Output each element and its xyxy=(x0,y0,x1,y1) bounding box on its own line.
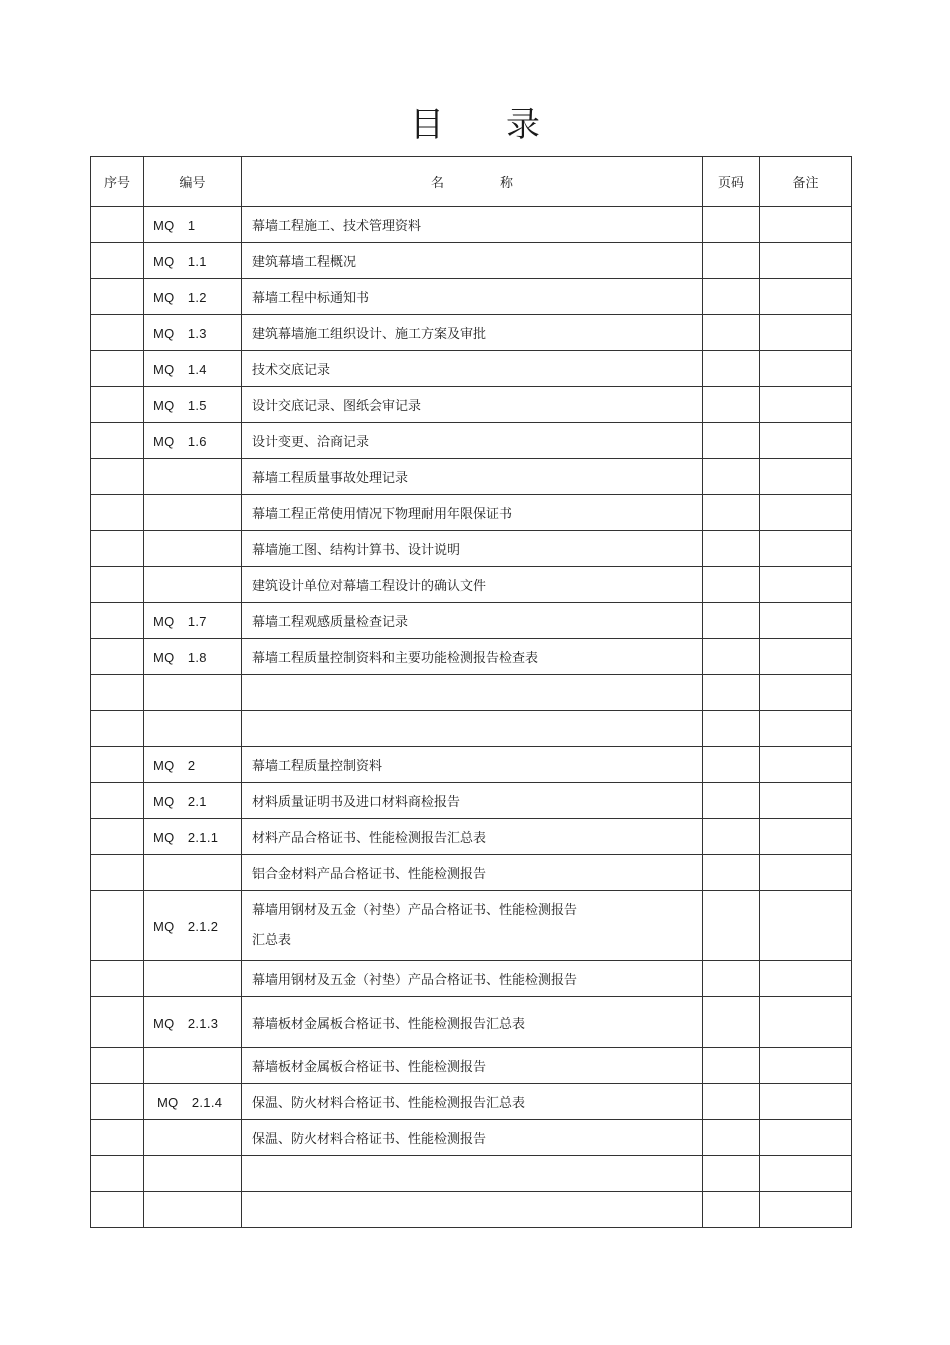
remark-cell xyxy=(760,387,852,423)
page-cell xyxy=(703,747,760,783)
table-row xyxy=(91,783,852,819)
page-cell xyxy=(703,315,760,351)
remark-cell xyxy=(760,997,852,1048)
code-cell: MQ 2.1 xyxy=(144,783,242,819)
page-cell xyxy=(703,279,760,315)
code-cell: MQ 1.8 xyxy=(144,639,242,675)
remark-cell xyxy=(760,495,852,531)
name-cell: 铝合金材料产品合格证书、性能检测报告 xyxy=(242,855,703,891)
table-row xyxy=(91,747,852,783)
title-char-2: 录 xyxy=(506,105,540,145)
code-cell: MQ 1.2 xyxy=(144,279,242,315)
table-row xyxy=(91,351,852,387)
remark-cell xyxy=(760,819,852,855)
name-cell: 保温、防火材料合格证书、性能检测报告汇总表 xyxy=(242,1084,703,1120)
page-cell xyxy=(703,819,760,855)
code-cell xyxy=(144,1192,242,1228)
toc-table xyxy=(90,156,852,1228)
header-row xyxy=(91,157,852,207)
table-row xyxy=(91,315,852,351)
code-cell xyxy=(144,531,242,567)
seq-cell xyxy=(91,279,144,315)
name-cell: 建筑设计单位对幕墙工程设计的确认文件 xyxy=(242,567,703,603)
name-cell: 材料产品合格证书、性能检测报告汇总表 xyxy=(242,819,703,855)
name-cell: 幕墙工程施工、技术管理资料 xyxy=(242,207,703,243)
name-cell: 幕墙施工图、结构计算书、设计说明 xyxy=(242,531,703,567)
name-cell: 技术交底记录 xyxy=(242,351,703,387)
page-cell xyxy=(703,997,760,1048)
table-row xyxy=(91,495,852,531)
header-name-a: 名 xyxy=(430,176,444,191)
page-cell xyxy=(703,1192,760,1228)
page-cell xyxy=(703,423,760,459)
remark-cell xyxy=(760,207,852,243)
page-cell xyxy=(703,1120,760,1156)
code-cell: MQ 2.1.3 xyxy=(144,997,242,1048)
title-char-1: 目 xyxy=(410,105,444,145)
page-cell xyxy=(703,207,760,243)
page-cell xyxy=(703,1156,760,1192)
name-cell: 材料质量证明书及进口材料商检报告 xyxy=(242,783,703,819)
name-cell: 设计变更、洽商记录 xyxy=(242,423,703,459)
code-cell xyxy=(144,1120,242,1156)
page-title xyxy=(0,100,950,150)
name-cell: 幕墙工程中标通知书 xyxy=(242,279,703,315)
table-row xyxy=(91,387,852,423)
name-cell: 保温、防火材料合格证书、性能检测报告 xyxy=(242,1120,703,1156)
name-cell: 幕墙工程质量事故处理记录 xyxy=(242,459,703,495)
code-cell xyxy=(144,459,242,495)
seq-cell xyxy=(91,567,144,603)
table-row xyxy=(91,855,852,891)
page-cell xyxy=(703,459,760,495)
code-cell: MQ 1.5 xyxy=(144,387,242,423)
code-cell xyxy=(144,1156,242,1192)
name-cell: 幕墙工程观感质量检查记录 xyxy=(242,603,703,639)
name-cell: 幕墙板材金属板合格证书、性能检测报告 xyxy=(242,1048,703,1084)
seq-cell xyxy=(91,891,144,961)
remark-cell xyxy=(760,783,852,819)
remark-cell xyxy=(760,961,852,997)
remark-cell xyxy=(760,567,852,603)
header-page: 页码 xyxy=(703,157,760,207)
table-row xyxy=(91,531,852,567)
code-cell xyxy=(144,567,242,603)
page-cell xyxy=(703,711,760,747)
page-cell xyxy=(703,567,760,603)
header-remark: 备注 xyxy=(760,157,852,207)
table-row xyxy=(91,207,852,243)
name-cell xyxy=(242,711,703,747)
code-cell xyxy=(144,1048,242,1084)
seq-cell xyxy=(91,1156,144,1192)
table-row xyxy=(91,961,852,997)
page-cell xyxy=(703,603,760,639)
table-row xyxy=(91,711,852,747)
remark-cell xyxy=(760,891,852,961)
table-row xyxy=(91,423,852,459)
code-cell xyxy=(144,961,242,997)
page-cell xyxy=(703,891,760,961)
seq-cell xyxy=(91,855,144,891)
code-cell: MQ 2.1.2 xyxy=(144,891,242,961)
seq-cell xyxy=(91,819,144,855)
header-code: 编号 xyxy=(144,157,242,207)
remark-cell xyxy=(760,1084,852,1120)
table-row xyxy=(91,997,852,1048)
seq-cell xyxy=(91,423,144,459)
remark-cell xyxy=(760,279,852,315)
code-cell: MQ 1.1 xyxy=(144,243,242,279)
name-cell: 设计交底记录、图纸会审记录 xyxy=(242,387,703,423)
name-cell: 幕墙用钢材及五金（衬垫）产品合格证书、性能检测报告 xyxy=(242,961,703,997)
seq-cell xyxy=(91,315,144,351)
seq-cell xyxy=(91,387,144,423)
remark-cell xyxy=(760,1048,852,1084)
table-row xyxy=(91,1048,852,1084)
table-row xyxy=(91,639,852,675)
table-row xyxy=(91,1192,852,1228)
table-row xyxy=(91,243,852,279)
table-row xyxy=(91,819,852,855)
name-cell: 幕墙板材金属板合格证书、性能检测报告汇总表 xyxy=(242,997,703,1048)
remark-cell xyxy=(760,639,852,675)
seq-cell xyxy=(91,351,144,387)
code-cell: MQ 1.3 xyxy=(144,315,242,351)
page-cell xyxy=(703,639,760,675)
remark-cell xyxy=(760,315,852,351)
seq-cell xyxy=(91,961,144,997)
name-cell xyxy=(242,891,703,961)
remark-cell xyxy=(760,243,852,279)
code-cell: MQ 1.6 xyxy=(144,423,242,459)
table-row xyxy=(91,279,852,315)
seq-cell xyxy=(91,747,144,783)
table-row xyxy=(91,1156,852,1192)
name-cell: 幕墙工程正常使用情况下物理耐用年限保证书 xyxy=(242,495,703,531)
seq-cell xyxy=(91,207,144,243)
table-row xyxy=(91,675,852,711)
page-cell xyxy=(703,1048,760,1084)
code-cell: MQ 1 xyxy=(144,207,242,243)
name-cell xyxy=(242,675,703,711)
seq-cell xyxy=(91,495,144,531)
name-cell xyxy=(242,1192,703,1228)
seq-cell xyxy=(91,603,144,639)
seq-cell xyxy=(91,459,144,495)
page-cell xyxy=(703,243,760,279)
code-cell: MQ 2 xyxy=(144,747,242,783)
page-cell xyxy=(703,351,760,387)
remark-cell xyxy=(760,1120,852,1156)
name-cell: 建筑幕墙工程概况 xyxy=(242,243,703,279)
seq-cell xyxy=(91,243,144,279)
page-cell xyxy=(703,495,760,531)
page-cell xyxy=(703,855,760,891)
code-cell: MQ 2.1.1 xyxy=(144,819,242,855)
code-cell xyxy=(144,495,242,531)
remark-cell xyxy=(760,747,852,783)
name-line-1: 幕墙用钢材及五金（衬垫）产品合格证书、性能检测报告 xyxy=(252,902,578,918)
name-cell: 幕墙工程质量控制资料 xyxy=(242,747,703,783)
code-cell xyxy=(144,675,242,711)
header-name xyxy=(242,157,703,207)
table-row xyxy=(91,891,852,961)
seq-cell xyxy=(91,997,144,1048)
remark-cell xyxy=(760,603,852,639)
name-cell xyxy=(242,1156,703,1192)
remark-cell xyxy=(760,1156,852,1192)
header-name-b: 称 xyxy=(500,176,514,191)
remark-cell xyxy=(760,459,852,495)
page-cell xyxy=(703,961,760,997)
seq-cell xyxy=(91,675,144,711)
seq-cell xyxy=(91,1048,144,1084)
table-row xyxy=(91,1120,852,1156)
seq-cell xyxy=(91,531,144,567)
code-cell: MQ 1.4 xyxy=(144,351,242,387)
seq-cell xyxy=(91,1084,144,1120)
seq-cell xyxy=(91,1192,144,1228)
code-cell: MQ 2.1.4 xyxy=(144,1084,242,1120)
seq-cell xyxy=(91,711,144,747)
seq-cell xyxy=(91,1120,144,1156)
page-cell xyxy=(703,783,760,819)
remark-cell xyxy=(760,351,852,387)
seq-cell xyxy=(91,639,144,675)
page-cell xyxy=(703,531,760,567)
name-line-2: 汇总表 xyxy=(252,932,292,948)
header-seq: 序号 xyxy=(91,157,144,207)
page-cell xyxy=(703,387,760,423)
code-cell xyxy=(144,855,242,891)
page-cell xyxy=(703,675,760,711)
remark-cell xyxy=(760,711,852,747)
table-row xyxy=(91,1084,852,1120)
seq-cell xyxy=(91,783,144,819)
remark-cell xyxy=(760,1192,852,1228)
remark-cell xyxy=(760,531,852,567)
name-cell: 幕墙工程质量控制资料和主要功能检测报告检查表 xyxy=(242,639,703,675)
remark-cell xyxy=(760,855,852,891)
table-row xyxy=(91,567,852,603)
page-cell xyxy=(703,1084,760,1120)
remark-cell xyxy=(760,423,852,459)
table-row xyxy=(91,603,852,639)
table-row xyxy=(91,459,852,495)
remark-cell xyxy=(760,675,852,711)
name-cell: 建筑幕墙施工组织设计、施工方案及审批 xyxy=(242,315,703,351)
code-cell: MQ 1.7 xyxy=(144,603,242,639)
code-cell xyxy=(144,711,242,747)
